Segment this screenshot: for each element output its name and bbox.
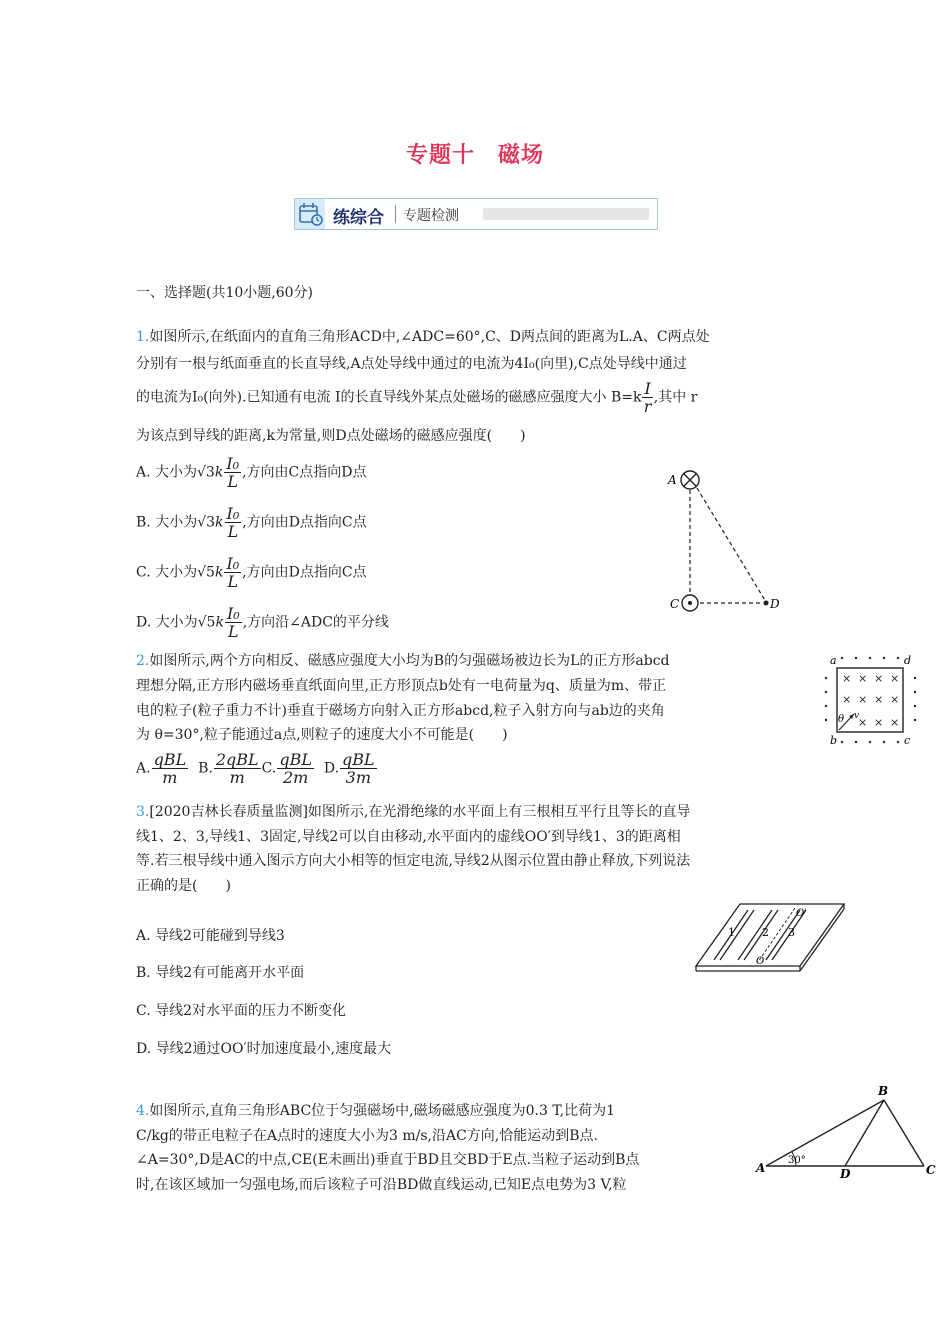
fig1-label-c: C xyxy=(670,597,680,611)
q2-number: 2. xyxy=(136,653,150,669)
i0-over-l xyxy=(225,605,242,640)
q3-text-1: [2020吉林长春质量监测]如图所示,在光滑绝缘的水平面上有三根相互平行且等长的直导 xyxy=(149,804,691,820)
field-into-page-mark: × xyxy=(890,716,900,729)
q2-option-d-label: D. xyxy=(323,760,340,777)
banner-main-label: 练综合 xyxy=(333,208,384,228)
q2-option-a-value xyxy=(152,751,189,786)
option-prefix: D. 大小为 xyxy=(136,614,198,631)
q2-line-1 xyxy=(136,651,670,671)
frac-numerator: I₀ xyxy=(226,504,240,523)
page-title: 专题十 磁场 xyxy=(405,143,544,168)
q1-text-1: 如图所示,在纸面内的直角三角形ACD中,∠ADC=60°,C、D两点间的距离为L.A、C两点处 xyxy=(149,329,710,345)
sqrt-value: √3 xyxy=(197,514,216,531)
k-symbol: k xyxy=(214,464,224,481)
q2-line-3: 电的粒子(粒子重力不计)垂直于磁场方向射入正方形abcd,粒子入射方向与ab边的夹角 xyxy=(136,703,665,719)
q1-option-c xyxy=(136,555,367,590)
option-prefix: A. 大小为 xyxy=(136,464,198,481)
fig1-label-d: D xyxy=(770,597,780,611)
q3-option-b: B. 导线2有可能离开水平面 xyxy=(136,965,305,981)
field-into-page-mark: × xyxy=(858,672,868,685)
i0-over-l xyxy=(225,505,242,540)
option-suffix: ,方向由C点指向D点 xyxy=(242,464,367,481)
frac-numerator: 2qBL xyxy=(215,750,259,769)
option-suffix: ,方向由D点指向C点 xyxy=(242,514,367,531)
frac-numerator: I₀ xyxy=(226,454,240,473)
q2-option-d-value xyxy=(340,751,377,786)
q4-line-3: ∠A=30°,D是AC的中点,CE(E未画出)垂直于BD且交BD于E点.当粒子运动到B点 xyxy=(136,1152,640,1168)
fig4-label-b: B xyxy=(878,1084,889,1098)
side-ab xyxy=(766,1100,884,1166)
frac-denominator: r xyxy=(643,397,652,416)
fig3-label-1: 1 xyxy=(728,926,735,939)
frac-numerator: qBL xyxy=(342,750,375,769)
section-heading: 一、选择题(共10小题,60分) xyxy=(136,285,314,301)
sqrt-value: √3 xyxy=(197,464,215,481)
sqrt-value: √5 xyxy=(197,614,216,631)
banner-divider xyxy=(395,205,396,223)
q1-option-a xyxy=(136,455,366,490)
q1-line-2: 分别有一根与纸面垂直的长直导线,A点处导线中通过的电流为4I₀(向里),C点处导线中通过 xyxy=(136,356,687,372)
field-into-page-mark: × xyxy=(842,693,852,706)
q2-option-b-label: B. xyxy=(198,760,213,777)
field-into-page-mark: × xyxy=(890,693,900,706)
q3-line-3: 等.若三根导线中通入图示方向大小相等的恒定电流,导线2从图示位置由静止释放,下列说法 xyxy=(136,853,691,869)
q3-number: 3. xyxy=(136,804,150,820)
q2-line-2: 理想分隔,正方形内磁场垂直纸面向里,正方形顶点b处有一电荷量为q、质量为m、带正 xyxy=(136,678,667,694)
field-into-page-mark: × xyxy=(858,693,868,706)
fig4-label-d: D xyxy=(840,1167,851,1178)
k-symbol: k xyxy=(215,614,224,631)
fig2-label-theta: θ xyxy=(838,714,845,725)
fig3-label-o-prime: O′ xyxy=(796,908,807,919)
q4-line-4: 时,在该区域加一匀强电场,而后该粒子可沿BD做直线运动,已知E点电势为3 V,粒 xyxy=(136,1177,627,1193)
q1-line-4: 为该点到导线的距离,k为常量,则D点处磁场的磁感应强度( ) xyxy=(136,428,526,444)
fig3-label-o: O xyxy=(756,956,765,967)
fig2-label-a: a xyxy=(830,654,837,667)
q1-text-3a: 的电流为I₀(向外).已知通有电流 I的长直导线外某点处磁场的磁感应强度大小 B=k xyxy=(136,389,642,406)
fig2-label-c: c xyxy=(904,734,911,747)
q4-line-1 xyxy=(136,1101,615,1121)
field-into-page-mark: × xyxy=(874,693,884,706)
frac-denominator: L xyxy=(227,522,239,541)
frac-denominator: 2m xyxy=(282,768,309,787)
frac-denominator: m xyxy=(162,768,178,787)
figure-three-wires xyxy=(692,900,848,976)
section-banner xyxy=(294,198,658,230)
q1-line-1 xyxy=(136,327,710,347)
fig4-label-c: C xyxy=(926,1163,936,1177)
option-prefix: C. 大小为 xyxy=(136,564,198,581)
i0-over-l xyxy=(224,455,241,490)
q2-option-c-value xyxy=(277,751,314,786)
frac-denominator: L xyxy=(227,472,238,491)
fig2-label-d: d xyxy=(904,654,912,667)
fig3-label-3: 3 xyxy=(788,926,795,939)
frac-numerator: qBL xyxy=(153,750,187,769)
fig2-label-v: v xyxy=(854,711,860,721)
q1-line-3 xyxy=(136,380,697,415)
field-into-page-mark: × xyxy=(842,672,852,685)
figure-triangle-abc xyxy=(752,1082,942,1178)
q2-option-a-label: A. xyxy=(136,760,151,777)
q2-options xyxy=(136,751,378,786)
option-prefix: B. 大小为 xyxy=(136,514,198,531)
q2-option-c-label: C. xyxy=(261,760,277,777)
field-into-page-mark: × xyxy=(858,716,868,729)
q1-formula-fraction xyxy=(642,380,652,415)
fig4-angle-label: 30° xyxy=(788,1155,806,1166)
frac-denominator: m xyxy=(229,768,245,787)
field-into-page-mark: × xyxy=(890,672,900,685)
frac-denominator: L xyxy=(227,572,239,591)
q4-line-2: C/kg的带正电粒子在A点时的速度大小为3 m/s,沿AC方向,恰能运动到B点. xyxy=(136,1128,598,1144)
fig4-label-a: A xyxy=(756,1161,766,1175)
option-suffix: ,方向沿∠ADC的平分线 xyxy=(242,614,389,631)
q4-text-1: 如图所示,直角三角形ABC位于匀强磁场中,磁场磁感应强度为0.3 T,比荷为1 xyxy=(149,1103,615,1119)
sqrt-value: √5 xyxy=(197,564,215,581)
side-bc xyxy=(884,1100,924,1166)
q3-option-a: A. 导线2可能碰到导线3 xyxy=(136,928,285,944)
q3-line-4: 正确的是( ) xyxy=(136,878,231,894)
banner-sub-label: 专题检测 xyxy=(403,208,459,224)
i0-over-l xyxy=(224,555,241,590)
calendar-icon xyxy=(295,199,325,229)
q3-line-1 xyxy=(136,802,690,822)
banner-bar xyxy=(483,208,649,220)
fig3-label-2: 2 xyxy=(762,926,769,939)
q1-text-3b: ,其中 r xyxy=(653,389,698,406)
frac-numerator: qBL xyxy=(279,750,312,769)
frac-numerator: I₀ xyxy=(226,554,240,573)
fig1-label-a: A xyxy=(668,473,677,487)
q1-option-b xyxy=(136,505,367,540)
q2-text-1: 如图所示,两个方向相反、磁感应强度大小均为B的匀强磁场被边长为L的正方形abcd xyxy=(149,653,670,669)
q4-number: 4. xyxy=(136,1103,150,1119)
frac-denominator: L xyxy=(228,622,239,641)
fig2-label-b: b xyxy=(830,734,838,747)
q3-option-d: D. 导线2通过OO′时加速度最小,速度最大 xyxy=(136,1041,392,1057)
q1-option-d xyxy=(136,605,389,640)
k-symbol: k xyxy=(214,564,224,581)
q1-number: 1. xyxy=(136,329,150,345)
k-symbol: k xyxy=(215,514,224,531)
q2-line-4: 为 θ=30°,粒子能通过a点,则粒子的速度大小不可能是( ) xyxy=(136,727,508,743)
figure-triangle-acd xyxy=(660,462,790,622)
segment-bd xyxy=(845,1100,884,1166)
q3-line-2: 线1、2、3,导线1、3固定,导线2可以自由移动,水平面内的虚线OO′到导线1、3的距离相 xyxy=(136,829,681,845)
q2-option-b-value xyxy=(214,751,261,786)
figure-square-abcd xyxy=(822,652,922,748)
field-into-page-mark: × xyxy=(874,716,884,729)
frac-numerator: I₀ xyxy=(226,604,240,623)
q3-option-c: C. 导线2对水平面的压力不断变化 xyxy=(136,1003,347,1019)
option-suffix: ,方向由D点指向C点 xyxy=(242,564,367,581)
frac-numerator: I xyxy=(644,379,651,398)
frac-denominator: 3m xyxy=(345,768,372,787)
field-into-page-mark: × xyxy=(874,672,884,685)
